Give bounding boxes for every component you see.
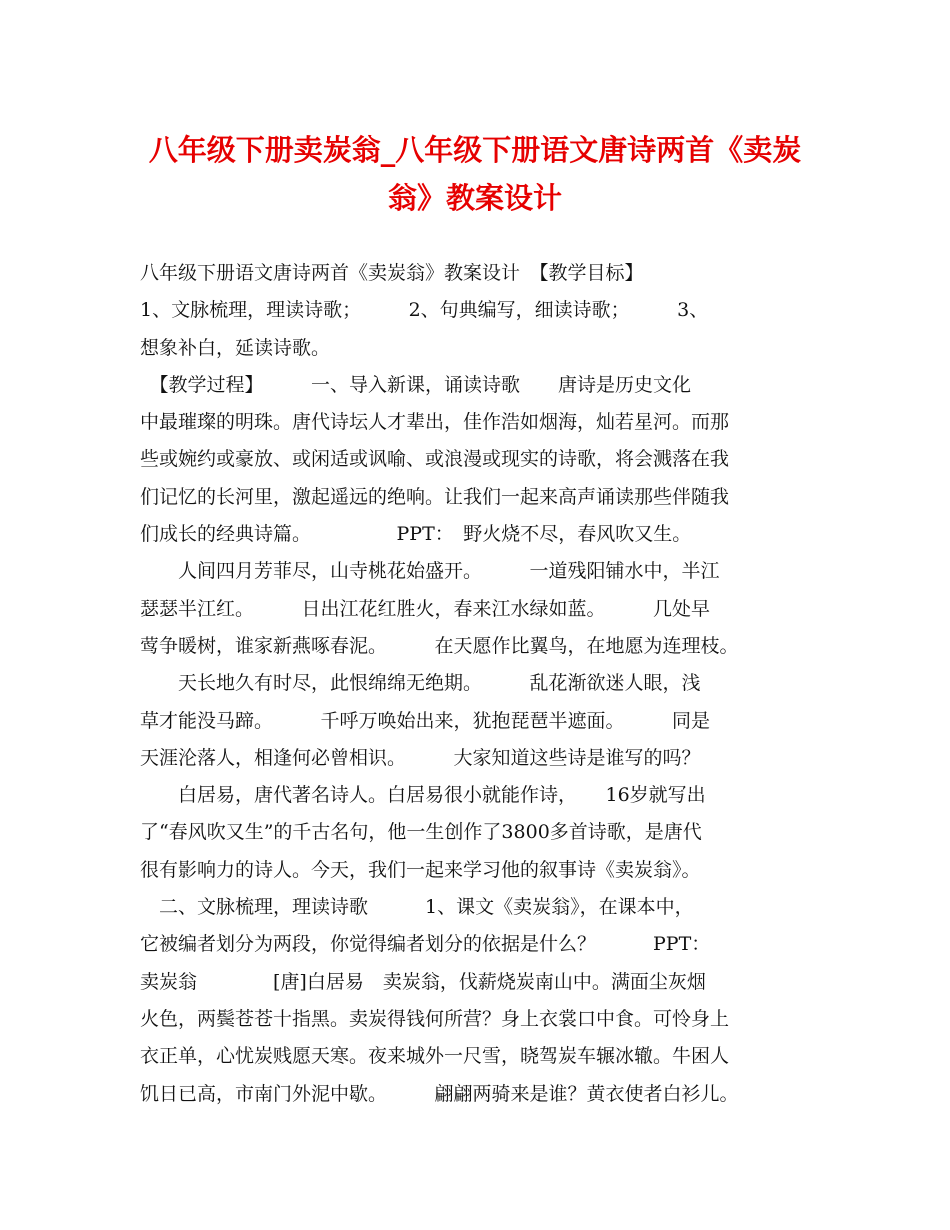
body-line: 们记忆的长河里，激起遥远的绝响。让我们一起来高声诵读那些伴随我	[140, 485, 730, 508]
body-line: 八年级下册语文唐诗两首《卖炭翁》教案设计 【教学目标】	[140, 262, 644, 284]
body-line: 想象补白，延读诗歌。	[140, 336, 331, 359]
body-line: 卖炭翁 [唐]白居易 卖炭翁，伐薪烧炭南山中。满面尘灰烟	[140, 970, 706, 993]
body-line: 人间四月芳菲尽，山寺桃花始盛开。 一道残阳铺水中，半江	[140, 560, 720, 583]
document-body	[140, 255, 820, 1113]
body-line: 很有影响力的诗人。今天，我们一起来学习他的叙事诗《卖炭翁》。	[140, 858, 701, 881]
body-line: 瑟瑟半江红。 日出江花红胜火，春来江水绿如蓝。 几处早	[140, 597, 711, 620]
body-line: 白居易，唐代著名诗人。白居易很小就能作诗， 16岁就写出	[140, 784, 706, 807]
document-title	[140, 126, 810, 222]
body-line: 饥日已高，市南门外泥中歇。 翩翩两骑来是谁？黄衣使者白衫儿。	[140, 1082, 739, 1105]
body-line: 莺争暖树，谁家新燕啄春泥。 在天愿作比翼鸟，在地愿为连理枝。	[140, 634, 739, 657]
body-line: 火色，两鬓苍苍十指黑。卖炭得钱何所营？身上衣裳口中食。可怜身上	[140, 1007, 730, 1030]
body-line: 1、文脉梳理，理读诗歌； 2、句典编写，细读诗歌； 3、	[140, 299, 709, 322]
body-line: 天涯沦落人，相逢何必曾相识。 大家知道这些诗是谁写的吗？	[140, 746, 701, 769]
body-line: 中最璀璨的明珠。唐代诗坛人才辈出，佳作浩如烟海，灿若星河。而那	[140, 411, 730, 434]
body-line: 些或婉约或豪放、或闲适或讽喻、或浪漫或现实的诗歌，将会溅落在我	[140, 448, 730, 471]
body-line: 它被编者划分为两段，你觉得编者划分的依据是什么？ PPT：	[140, 933, 711, 956]
body-line: 了“春风吹又生”的千古名句，他一生创作了3800多首诗歌，是唐代	[140, 821, 702, 844]
body-line: 草才能没马蹄。 千呼万唤始出来，犹抱琵琶半遮面。 同是	[140, 709, 711, 732]
body-line: 衣正单，心忧炭贱愿天寒。夜来城外一尺雪，晓驾炭车辗冰辙。牛困人	[140, 1045, 730, 1068]
title-line: 八年级下册卖炭翁_八年级下册语文唐诗两首《卖炭	[148, 133, 802, 167]
body-line: 天长地久有时尽，此恨绵绵无绝期。 乱花渐欲迷人眼，浅	[140, 672, 701, 695]
body-line: 【教学过程】 一、导入新课，诵读诗歌 唐诗是历史文化	[140, 373, 692, 396]
body-line: 们成长的经典诗篇。 PPT： 野火烧不尽，春风吹又生。	[140, 523, 692, 546]
body-line: 二、文脉梳理，理读诗歌 1、课文《卖炭翁》，在课本中，	[140, 896, 694, 919]
title-line: 翁》教案设计	[387, 181, 562, 215]
